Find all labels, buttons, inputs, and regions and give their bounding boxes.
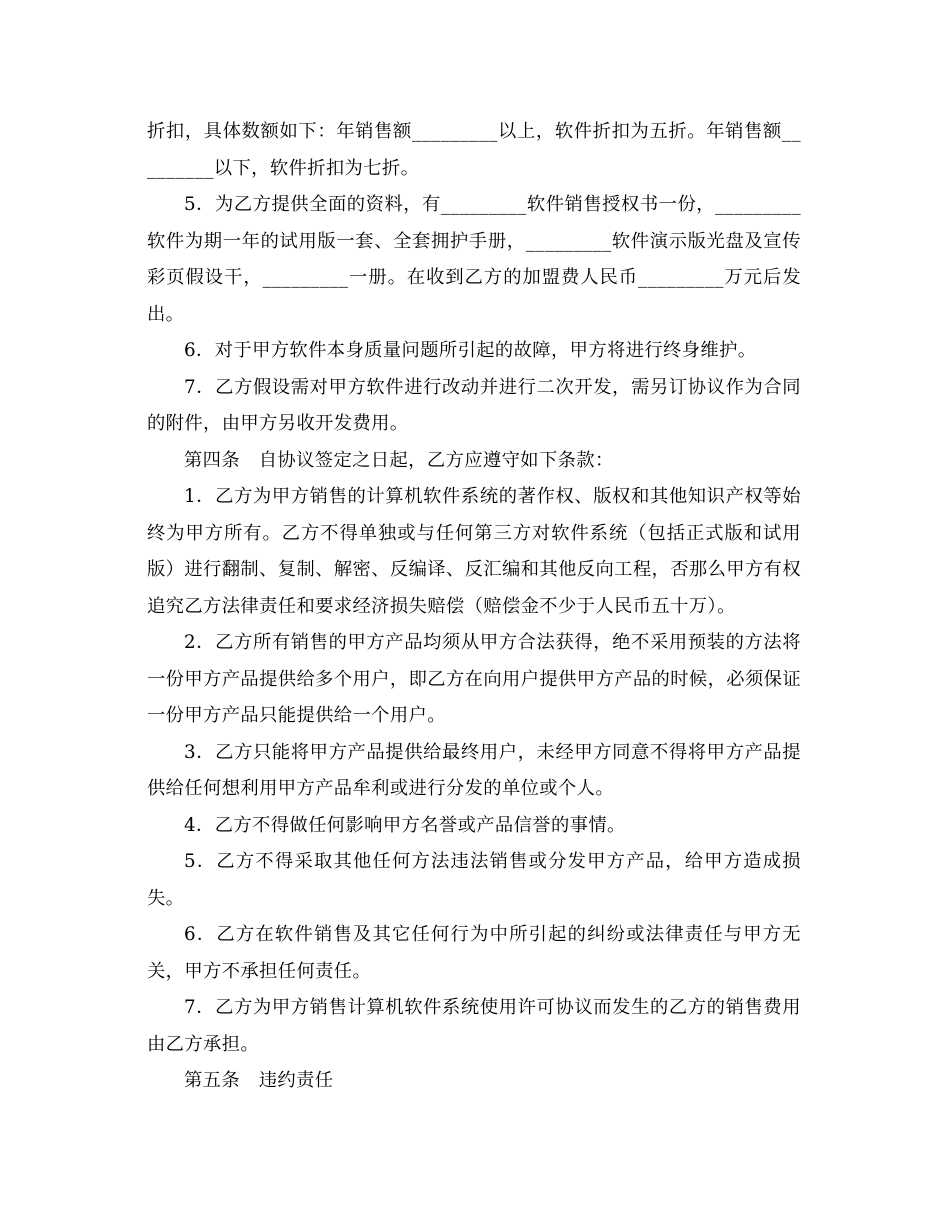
paragraph-article-4-item-6: 6．乙方在软件销售及其它任何行为中所引起的纠纷或法律责任与甲方无关，甲方不承担任何责任。 <box>147 924 801 982</box>
paragraph-article-4-item-4: 4．乙方不得做任何影响甲方名誉或产品信誉的事情。 <box>184 814 626 836</box>
paragraph-article-4-item-3: 3．乙方只能将甲方产品提供给最终用户，未经甲方同意不得将甲方产品提供给任何想利用甲方产品牟利或进行分发的单位或个人。 <box>147 741 801 799</box>
paragraph-article-4-item-7: 7．乙方为甲方销售计算机软件系统使用许可协议而发生的乙方的销售费用由乙方承担。 <box>147 997 801 1055</box>
paragraph-article-4-item-5: 5．乙方不得采取其他任何方法违法销售或分发甲方产品，给甲方造成损失。 <box>147 851 801 909</box>
paragraph-clause-6-maintenance: 6．对于甲方软件本身质量问题所引起的故障，甲方将进行终身维护。 <box>184 340 757 361</box>
paragraph-article-4-item-2: 2．乙方所有销售的甲方产品均须从甲方合法获得，绝不采用预装的方法将一份甲方产品提供给多个用户，即乙方在向用户提供甲方产品的时候，必须保证一份甲方产品只能提供给一个用户。 <box>147 632 801 726</box>
paragraph-clause-7-development: 7．乙方假设需对甲方软件进行改动并进行二次开发，需另订协议作为合同的附件，由甲方另收开发费用。 <box>147 376 801 434</box>
paragraph-article-4-item-1: 1．乙方为甲方销售的计算机软件系统的著作权、版权和其他知识产权等始终为甲方所有。乙方不得单独或与任何第三方对软件系统（包括正式版和试用版）进行翻制、复制、解密、反编译、反汇编和其他反向工程，否那么甲方有权追究乙方法律责任和要求经济损失赔偿（赔偿金不少于人民币五十万）。 <box>147 486 801 617</box>
document-body <box>147 114 801 1100</box>
paragraph-discount-continued: 折扣，具体数额如下：年销售额_________以上，软件折扣为五折。年销售额_________以下，软件折扣为七折。 <box>147 121 801 179</box>
heading-article-5: 第五条 违约责任 <box>184 1070 334 1091</box>
heading-article-4: 第四条 自协议签定之日起，乙方应遵守如下条款： <box>184 449 614 471</box>
paragraph-clause-5-materials: 5．为乙方提供全面的资料，有_________软件销售授权书一份，_________软件为期一年的试用版一套、全套拥护手册，_________软件演示版光盘及宣传彩页假设干，_________一册。在收到乙方的加盟费人民币_________万元后发出。 <box>147 194 801 325</box>
